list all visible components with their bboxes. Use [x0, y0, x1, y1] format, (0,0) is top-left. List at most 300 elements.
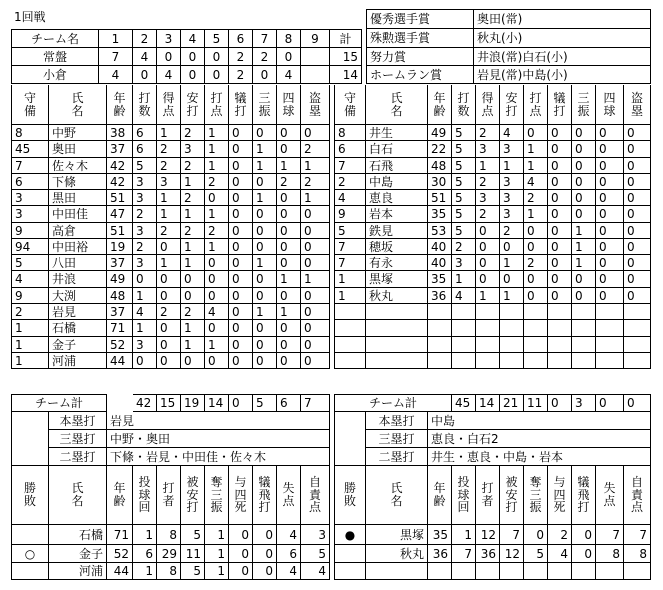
batting-left-walks: 1: [277, 304, 301, 320]
batting-right-walks: 0: [596, 174, 624, 190]
batting-header-strikeouts: 三 振: [572, 85, 596, 125]
batting-left-at-bats: 2: [133, 206, 157, 223]
batting-left-player-name: 奥田: [49, 141, 107, 158]
pitching-right-strikeouts: 0: [524, 525, 548, 545]
batting-right-hits: 0: [500, 271, 524, 288]
batting-left-player-name: 金子: [49, 337, 107, 353]
batting-right-at-bats: 5: [452, 190, 476, 206]
batting-right-hits: 1: [500, 288, 524, 304]
pitching-header-innings: 投 球 回: [133, 466, 157, 525]
batting-left-hits: 2: [181, 158, 205, 174]
batting-right-rbi: [524, 320, 548, 337]
batting-left-hits: 2: [181, 223, 205, 239]
batting-left-rbi: 0: [205, 320, 229, 337]
batting-left-sacrifice: 0: [229, 174, 253, 190]
batting-right-sacrifice: 0: [548, 239, 572, 255]
batting-right-rbi: 0: [524, 125, 548, 141]
pitching-left-age: 44: [107, 563, 133, 580]
batting-right-sacrifice: 0: [548, 206, 572, 223]
pitching-right-earned-runs: 8: [624, 545, 651, 563]
batting-left-hits: 0: [181, 353, 205, 369]
hits-right-label: 本塁打: [366, 412, 428, 430]
pitching-header-sac: 犠 飛 打: [253, 466, 277, 525]
batting-left-at-bats: 5: [133, 158, 157, 174]
batting-right-hits: [500, 304, 524, 320]
batting-right-age: 49: [428, 125, 452, 141]
inning-runs: 0: [133, 66, 157, 84]
batting-right-strikeouts: 0: [572, 125, 596, 141]
batting-header-walks: 四 球: [596, 85, 624, 125]
batting-right-player-name: [366, 320, 428, 337]
batting-right-runs: [476, 320, 500, 337]
pitching-right-batters: 36: [476, 545, 500, 563]
batting-right-strikeouts: [572, 304, 596, 320]
batting-right-sacrifice: 0: [548, 190, 572, 206]
pitching-right-sac: [572, 563, 596, 580]
pitching-left-hits-allowed: 5: [181, 525, 205, 545]
batting-left-sacrifice: 0: [229, 288, 253, 304]
team-total-right-value: 0: [548, 394, 572, 412]
inning-header: 8: [277, 29, 301, 48]
batting-header-age: 年 齢: [428, 85, 452, 125]
team-total-runs: 14: [330, 66, 362, 84]
batting-left-walks: 0: [277, 239, 301, 255]
batting-right-runs: 3: [476, 141, 500, 158]
batting-right-steals: 0: [624, 206, 651, 223]
batting-right-strikeouts: 0: [572, 206, 596, 223]
batting-left-at-bats: 1: [133, 288, 157, 304]
batting-left-strikeouts: 0: [253, 174, 277, 190]
batting-left-hits: 1: [181, 320, 205, 337]
team-total-left-value: 42: [133, 394, 157, 412]
batting-right-player-name: 秋丸: [366, 288, 428, 304]
batting-left-hits: 3: [181, 141, 205, 158]
team-total-label: チーム計: [11, 394, 107, 412]
batting-left-steals: 0: [301, 255, 330, 271]
batting-right-rbi: 4: [524, 174, 548, 190]
batting-right-steals: 0: [624, 125, 651, 141]
batting-left-sacrifice: 0: [229, 255, 253, 271]
batting-right-hits: 2: [500, 223, 524, 239]
pitching-left-hits-allowed: 11: [181, 545, 205, 563]
batting-right-walks: 0: [596, 239, 624, 255]
team-total-right-value: 21: [500, 394, 524, 412]
batting-left-age: 42: [107, 174, 133, 190]
inning-runs: 2: [229, 66, 253, 84]
team-total-runs: 15: [330, 48, 362, 66]
batting-header-sacrifice: 犠 打: [229, 85, 253, 125]
batting-left-age: 19: [107, 239, 133, 255]
hits-left-label: 二塁打: [49, 448, 107, 466]
inning-header: 2: [133, 29, 157, 48]
award-value: 秋丸(小): [474, 29, 651, 48]
batting-header-rbi: 打 点: [205, 85, 229, 125]
batting-left-position: 94: [11, 239, 49, 255]
batting-left-runs: 0: [157, 353, 181, 369]
pitching-left-runs: 4: [277, 525, 301, 545]
batting-right-position: 4: [334, 190, 366, 206]
hits-left-value: 中野・奥田: [107, 430, 330, 448]
inning-runs: 4: [133, 48, 157, 66]
pitching-right-age: 36: [428, 545, 452, 563]
batting-left-player-name: 黒田: [49, 190, 107, 206]
team-total-left-value: 6: [277, 394, 301, 412]
pitching-right-hits-allowed: [500, 563, 524, 580]
batting-left-sacrifice: 0: [229, 337, 253, 353]
batting-right-at-bats: 2: [452, 239, 476, 255]
pitching-header-strikeouts: 奪 三 振: [524, 466, 548, 525]
batting-right-steals: 0: [624, 190, 651, 206]
inning-runs: 4: [99, 66, 133, 84]
batting-right-rbi: 0: [524, 288, 548, 304]
batting-left-strikeouts: 0: [253, 271, 277, 288]
batting-right-steals: [624, 337, 651, 353]
pitching-left-sac: 0: [253, 525, 277, 545]
batting-right-at-bats: [452, 304, 476, 320]
pitching-left-innings: 6: [133, 545, 157, 563]
batting-left-hits: 1: [181, 174, 205, 190]
pitching-left-result: [11, 525, 49, 545]
pitching-right-age: [428, 563, 452, 580]
batting-left-at-bats: 0: [133, 271, 157, 288]
batting-right-runs: 0: [476, 271, 500, 288]
batting-left-player-name: 中田佳: [49, 206, 107, 223]
batting-left-at-bats: 1: [133, 320, 157, 337]
batting-right-strikeouts: 0: [572, 271, 596, 288]
batting-left-position: 6: [11, 174, 49, 190]
batting-right-at-bats: [452, 337, 476, 353]
batting-right-sacrifice: 0: [548, 288, 572, 304]
batting-left-strikeouts: 0: [253, 320, 277, 337]
batting-header-position: 守 備: [11, 85, 49, 125]
batting-header-rbi: 打 点: [524, 85, 548, 125]
batting-left-steals: 0: [301, 239, 330, 255]
batting-right-at-bats: 1: [452, 271, 476, 288]
batting-right-walks: [596, 320, 624, 337]
batting-left-position: 1: [11, 353, 49, 369]
batting-header-at-bats: 打 数: [133, 85, 157, 125]
pitching-right-result: ●: [334, 525, 366, 545]
batting-left-hits: 1: [181, 337, 205, 353]
batting-left-position: 8: [11, 125, 49, 141]
batting-left-sacrifice: 0: [229, 158, 253, 174]
pitching-right-hits-allowed: 12: [500, 545, 524, 563]
batting-header-strikeouts: 三 振: [253, 85, 277, 125]
batting-left-steals: 0: [301, 304, 330, 320]
pitching-right-earned-runs: 7: [624, 525, 651, 545]
batting-right-rbi: 0: [524, 239, 548, 255]
batting-left-position: 3: [11, 206, 49, 223]
batting-left-hits: 0: [181, 288, 205, 304]
batting-right-strikeouts: 0: [572, 174, 596, 190]
batting-left-at-bats: 3: [133, 337, 157, 353]
batting-right-hits: 1: [500, 255, 524, 271]
batting-right-strikeouts: 1: [572, 223, 596, 239]
pitching-left-result: ○: [11, 545, 49, 563]
pitching-left-walks-hbp: 0: [229, 525, 253, 545]
batting-left-player-name: 中野: [49, 125, 107, 141]
batting-right-player-name: 恵良: [366, 190, 428, 206]
batting-left-runs: 2: [157, 223, 181, 239]
batting-right-steals: [624, 304, 651, 320]
batting-right-walks: 0: [596, 141, 624, 158]
batting-left-sacrifice: 0: [229, 206, 253, 223]
pitching-right-walks-hbp: 4: [548, 545, 572, 563]
batting-right-position: [334, 320, 366, 337]
team-total-left-value: 5: [253, 394, 277, 412]
batting-right-strikeouts: 0: [572, 141, 596, 158]
batting-left-strikeouts: 0: [253, 206, 277, 223]
team-total-left-value: 15: [157, 394, 181, 412]
batting-right-player-name: [366, 337, 428, 353]
pitching-right-innings: 1: [452, 525, 476, 545]
batting-right-at-bats: 5: [452, 174, 476, 190]
batting-left-hits: 2: [181, 304, 205, 320]
batting-left-walks: 0: [277, 190, 301, 206]
award-label: ホームラン賞: [366, 66, 474, 84]
award-label: 努力賞: [366, 48, 474, 66]
team-total-right-value: 3: [572, 394, 596, 412]
batting-left-strikeouts: 1: [253, 304, 277, 320]
batting-right-runs: 1: [476, 288, 500, 304]
batting-right-player-name: 有永: [366, 255, 428, 271]
batting-left-age: 48: [107, 288, 133, 304]
batting-right-age: [428, 304, 452, 320]
batting-left-age: 51: [107, 190, 133, 206]
batting-left-hits: 1: [181, 255, 205, 271]
batting-right-hits: 3: [500, 141, 524, 158]
batting-left-sacrifice: 0: [229, 223, 253, 239]
pitching-right-earned-runs: [624, 563, 651, 580]
batting-left-player-name: 佐々木: [49, 158, 107, 174]
batting-left-strikeouts: 0: [253, 288, 277, 304]
batting-left-position: 9: [11, 288, 49, 304]
batting-right-position: [334, 353, 366, 369]
pitching-left-strikeouts: 1: [205, 525, 229, 545]
batting-left-strikeouts: 0: [253, 353, 277, 369]
batting-left-runs: 1: [157, 125, 181, 141]
batting-left-age: 38: [107, 125, 133, 141]
batting-right-age: [428, 353, 452, 369]
team-total-right-value: 0: [596, 394, 624, 412]
batting-right-strikeouts: 0: [572, 288, 596, 304]
batting-right-steals: 0: [624, 223, 651, 239]
pitching-right-hits-allowed: 7: [500, 525, 524, 545]
hits-left-label: 本塁打: [49, 412, 107, 430]
pitching-left-walks-hbp: 0: [229, 563, 253, 580]
batting-header-hits: 安 打: [181, 85, 205, 125]
inning-runs: 4: [157, 66, 181, 84]
batting-left-strikeouts: 0: [253, 239, 277, 255]
batting-left-age: 51: [107, 223, 133, 239]
batting-right-runs: 0: [476, 255, 500, 271]
batting-right-position: 8: [334, 125, 366, 141]
batting-left-sacrifice: 0: [229, 271, 253, 288]
pitching-header-batters: 打 者: [476, 466, 500, 525]
batting-right-runs: 0: [476, 239, 500, 255]
batting-left-hits: 2: [181, 190, 205, 206]
hits-left-label: 三塁打: [49, 430, 107, 448]
batting-left-hits: 2: [181, 125, 205, 141]
pitching-header-pitcher-name: 氏 名: [49, 466, 107, 525]
inning-runs: 0: [157, 48, 181, 66]
batting-right-position: 9: [334, 206, 366, 223]
pitching-left-pitcher-name: 河浦: [49, 563, 107, 580]
batting-right-age: 51: [428, 190, 452, 206]
batting-right-runs: 2: [476, 174, 500, 190]
batting-left-steals: 2: [301, 141, 330, 158]
batting-right-steals: 0: [624, 158, 651, 174]
pitching-right-pitcher-name: 黒塚: [366, 525, 428, 545]
pitching-right-pitcher-name: 秋丸: [366, 545, 428, 563]
pitching-right-runs: 8: [596, 545, 624, 563]
batting-right-walks: 0: [596, 190, 624, 206]
pitching-header-strikeouts: 奪 三 振: [205, 466, 229, 525]
pitching-right-walks-hbp: [548, 563, 572, 580]
batting-header-walks: 四 球: [277, 85, 301, 125]
batting-left-sacrifice: 0: [229, 190, 253, 206]
pitching-right-sac: 0: [572, 525, 596, 545]
batting-left-at-bats: 4: [133, 304, 157, 320]
hits-spacer: [334, 412, 366, 466]
batting-left-hits: 1: [181, 206, 205, 223]
pitching-right-walks-hbp: 2: [548, 525, 572, 545]
batting-left-runs: 0: [157, 337, 181, 353]
batting-right-strikeouts: 0: [572, 190, 596, 206]
batting-left-walks: 0: [277, 223, 301, 239]
batting-right-rbi: 1: [524, 158, 548, 174]
batting-right-at-bats: [452, 353, 476, 369]
pitching-left-sac: 0: [253, 545, 277, 563]
pitching-left-strikeouts: 1: [205, 563, 229, 580]
batting-header-age: 年 齢: [107, 85, 133, 125]
batting-right-position: 1: [334, 288, 366, 304]
batting-right-at-bats: 5: [452, 223, 476, 239]
pitching-right-age: 35: [428, 525, 452, 545]
batting-right-sacrifice: 0: [548, 174, 572, 190]
inning-runs: 4: [277, 66, 301, 84]
pitching-header-walks-hbp: 与 四 死: [229, 466, 253, 525]
pitching-left-result: [11, 563, 49, 580]
batting-right-position: [334, 304, 366, 320]
batting-left-sacrifice: 0: [229, 239, 253, 255]
batting-left-player-name: 石橋: [49, 320, 107, 337]
batting-left-strikeouts: 1: [253, 158, 277, 174]
batting-left-walks: 1: [277, 271, 301, 288]
batting-right-age: [428, 320, 452, 337]
batting-left-player-name: 岩見: [49, 304, 107, 320]
batting-right-rbi: [524, 353, 548, 369]
hits-right-label: 二塁打: [366, 448, 428, 466]
batting-left-position: 45: [11, 141, 49, 158]
batting-right-runs: [476, 353, 500, 369]
batting-left-age: 42: [107, 158, 133, 174]
batting-right-walks: 0: [596, 223, 624, 239]
batting-header-runs: 得 点: [476, 85, 500, 125]
inning-runs: 7: [99, 48, 133, 66]
pitching-right-result: [334, 545, 366, 563]
batting-right-hits: [500, 337, 524, 353]
batting-right-runs: [476, 304, 500, 320]
batting-left-position: 2: [11, 304, 49, 320]
batting-right-runs: 2: [476, 125, 500, 141]
batting-left-walks: 0: [277, 353, 301, 369]
batting-right-strikeouts: 0: [572, 158, 596, 174]
inning-runs: 0: [181, 48, 205, 66]
batting-left-sacrifice: 0: [229, 125, 253, 141]
batting-left-player-name: 高倉: [49, 223, 107, 239]
hits-spacer: [11, 412, 49, 466]
pitching-left-runs: 6: [277, 545, 301, 563]
team-total-right-value: 11: [524, 394, 548, 412]
batting-right-player-name: 白石: [366, 141, 428, 158]
pitching-right-result: [334, 563, 366, 580]
pitching-left-innings: 1: [133, 563, 157, 580]
batting-right-hits: 4: [500, 125, 524, 141]
batting-header-steals: 盗 塁: [624, 85, 651, 125]
batting-left-runs: 2: [157, 304, 181, 320]
batting-left-sacrifice: 0: [229, 353, 253, 369]
batting-right-sacrifice: [548, 353, 572, 369]
inning-runs: 0: [181, 66, 205, 84]
batting-left-at-bats: 3: [133, 223, 157, 239]
pitching-right-innings: [452, 563, 476, 580]
pitching-left-batters: 29: [157, 545, 181, 563]
batting-right-sacrifice: 0: [548, 271, 572, 288]
batting-right-steals: 0: [624, 141, 651, 158]
pitching-left-pitcher-name: 金子: [49, 545, 107, 563]
pitching-header-sac: 犠 飛 打: [572, 466, 596, 525]
batting-left-walks: 0: [277, 141, 301, 158]
batting-right-steals: [624, 320, 651, 337]
batting-left-age: 47: [107, 206, 133, 223]
batting-right-player-name: 穂坂: [366, 239, 428, 255]
batting-header-hits: 安 打: [500, 85, 524, 125]
pitching-left-walks-hbp: 0: [229, 545, 253, 563]
batting-right-runs: 0: [476, 223, 500, 239]
pitching-header-runs: 失 点: [277, 466, 301, 525]
batting-left-at-bats: 0: [133, 353, 157, 369]
batting-left-position: 9: [11, 223, 49, 239]
batting-header-steals: 盗 塁: [301, 85, 330, 125]
inning-runs: 0: [205, 66, 229, 84]
team-total-right-value: 14: [476, 394, 500, 412]
pitching-header-batters: 打 者: [157, 466, 181, 525]
team-total-left-value: 14: [205, 394, 229, 412]
award-label: 優秀選手賞: [366, 9, 474, 29]
pitching-left-earned-runs: 5: [301, 545, 330, 563]
pitching-header-earned-runs: 自 責 点: [301, 466, 330, 525]
batting-left-runs: 0: [157, 271, 181, 288]
hits-right-label: 三塁打: [366, 430, 428, 448]
batting-left-runs: 2: [157, 158, 181, 174]
batting-right-rbi: 1: [524, 141, 548, 158]
batting-left-runs: 3: [157, 174, 181, 190]
batting-left-walks: 0: [277, 255, 301, 271]
batting-right-walks: 0: [596, 206, 624, 223]
batting-header-at-bats: 打 数: [452, 85, 476, 125]
batting-left-walks: 0: [277, 337, 301, 353]
batting-right-strikeouts: 1: [572, 239, 596, 255]
batting-left-age: 71: [107, 320, 133, 337]
batting-right-hits: [500, 320, 524, 337]
batting-right-strikeouts: [572, 337, 596, 353]
batting-right-rbi: 0: [524, 271, 548, 288]
batting-right-hits: 0: [500, 239, 524, 255]
inning-runs: [301, 48, 330, 66]
batting-left-strikeouts: 0: [253, 125, 277, 141]
batting-left-rbi: 4: [205, 304, 229, 320]
